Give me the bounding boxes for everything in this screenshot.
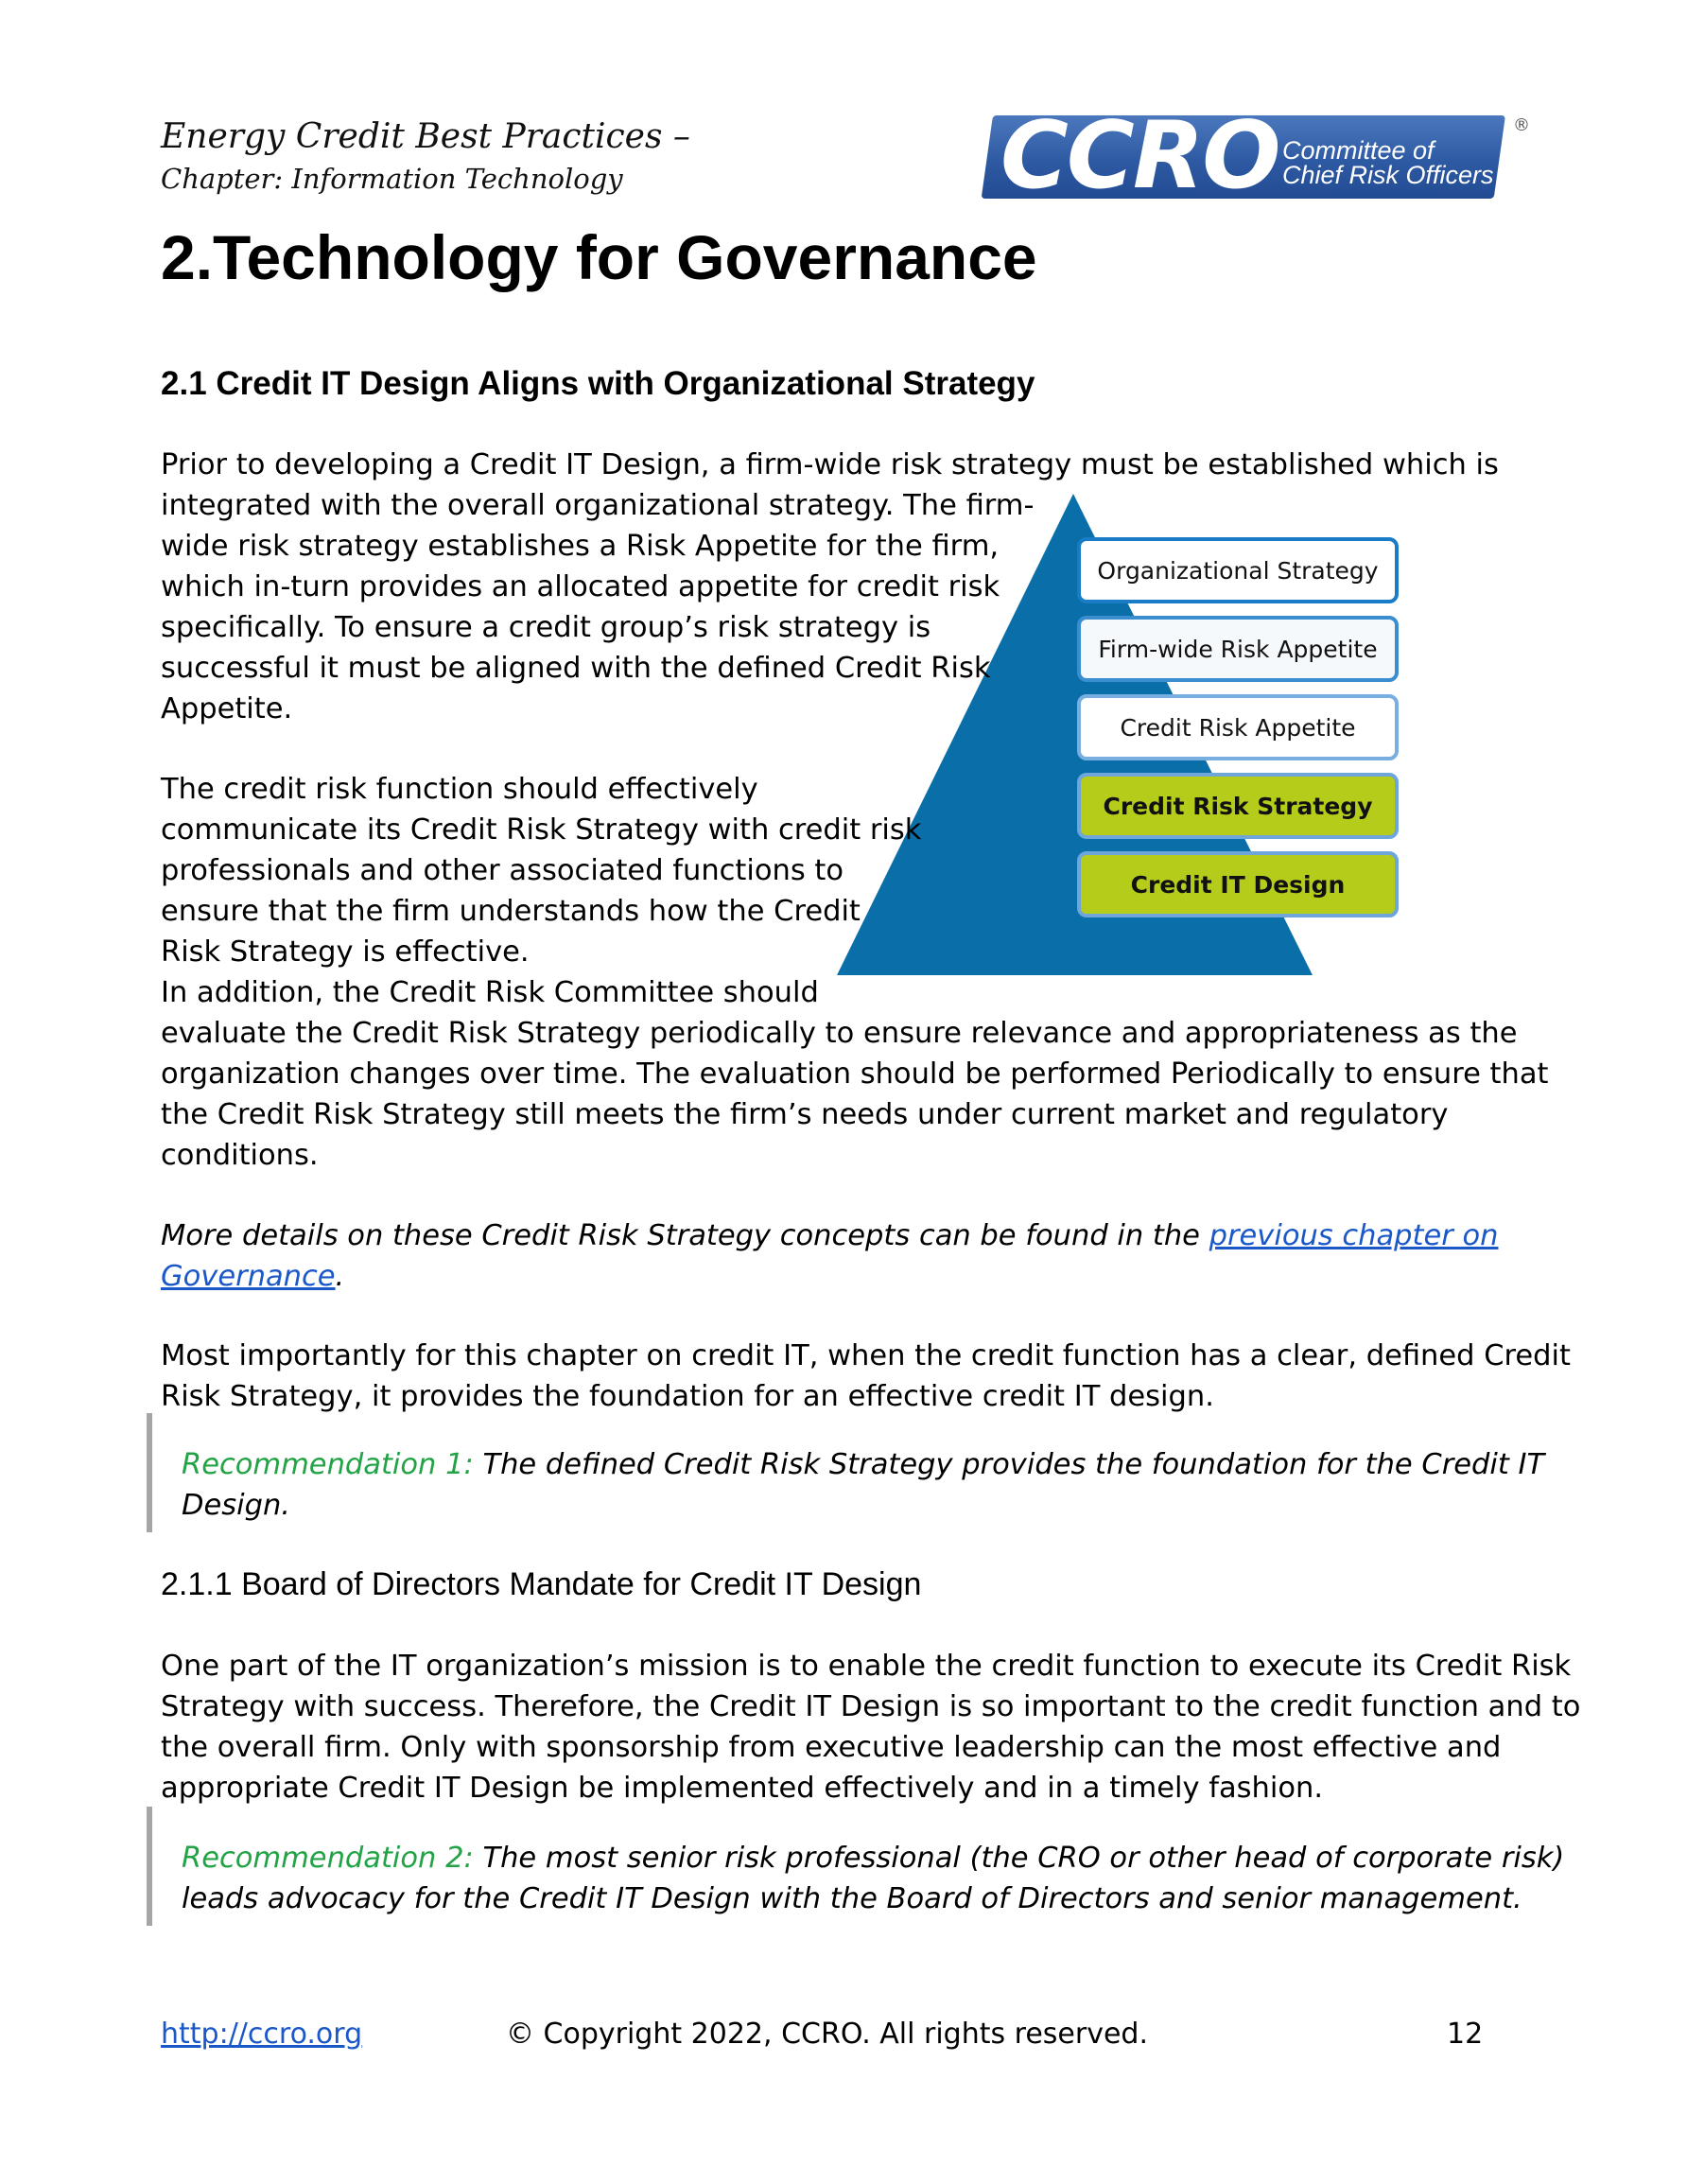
para2-line: Risk Strategy is effective. xyxy=(161,935,530,969)
para2-line: communicate its Credit Risk Strategy with credit risk xyxy=(161,813,922,847)
para2-line: organization changes over time. The evaluation should be performed Periodically to ensure that xyxy=(161,1057,1549,1091)
governance-chapter-link-cont[interactable]: Governance xyxy=(161,1260,336,1293)
footer-copyright: © Copyright 2022, CCRO. All rights reserved. xyxy=(506,2018,1149,2051)
para1-line: integrated with the overall organizational strategy. The firm- xyxy=(161,489,1035,522)
para2-line: professionals and other associated functions to xyxy=(161,854,844,887)
para1-line: Appetite. xyxy=(161,692,293,725)
doc-title: Energy Credit Best Practices – xyxy=(161,117,690,156)
logo-subtitle-line1: Committee of xyxy=(1282,136,1435,165)
para1-line: successful it must be aligned with the defined Credit Risk xyxy=(161,652,991,685)
recommendation-2-bar xyxy=(147,1807,152,1926)
rec2-label: Recommendation 2: xyxy=(182,1842,474,1875)
heading-3: 2.1.1 Board of Directors Mandate for Credit IT Design xyxy=(161,1566,922,1602)
para3-line1 xyxy=(161,1215,1499,1256)
governance-chapter-link[interactable]: previous chapter on xyxy=(1209,1219,1499,1252)
para5-line: the overall firm. Only with sponsorship from executive leadership can the most effective and xyxy=(161,1731,1502,1764)
para2-line: evaluate the Credit Risk Strategy periodically to ensure relevance and appropriateness as the xyxy=(161,1017,1518,1050)
para3-period: . xyxy=(335,1260,345,1293)
registered-mark: ® xyxy=(1513,115,1530,135)
rec1-label: Recommendation 1: xyxy=(182,1448,474,1481)
logo-subtitle xyxy=(1282,138,1500,187)
rec2-line2: leads advocacy for the Credit IT Design with the Board of Directors and senior management. xyxy=(182,1882,1522,1915)
para2-line: ensure that the firm understands how the Credit xyxy=(161,895,861,928)
rec2-line1 xyxy=(182,1838,1564,1878)
para5-line: One part of the IT organization’s mission is to enable the credit function to execute its Credit Risk xyxy=(161,1650,1572,1683)
para2-line: In addition, the Credit Risk Committee should xyxy=(161,976,819,1009)
logo-letters: CCRO xyxy=(1000,102,1279,210)
para1-line: Prior to developing a Credit IT Design, a firm-wide risk strategy must be established which is xyxy=(161,448,1499,481)
para4-line: Risk Strategy, it provides the foundation for an effective credit IT design. xyxy=(161,1380,1214,1413)
pyramid-level-credit-risk-strategy: Credit Risk Strategy xyxy=(1077,773,1399,839)
rec1-text: The defined Credit Risk Strategy provides the foundation for the Credit IT xyxy=(473,1448,1545,1481)
para5-line: Strategy with success. Therefore, the Credit IT Design is so important to the credit function and to xyxy=(161,1690,1581,1723)
footer-link[interactable]: http://ccro.org xyxy=(161,2018,363,2051)
rec1-line2: Design. xyxy=(182,1489,291,1522)
para2-line: the Credit Risk Strategy still meets the firm’s needs under current market and regulatory xyxy=(161,1098,1449,1131)
rec2-text: The most senior risk professional (the CRO or other head of corporate risk) xyxy=(473,1842,1565,1875)
para4-line: Most importantly for this chapter on credit IT, when the credit function has a clear, defined Credit xyxy=(161,1339,1571,1372)
para3-line2 xyxy=(161,1256,344,1297)
chapter-title: Chapter: Information Technology xyxy=(161,163,623,195)
heading-1: 2.Technology for Governance xyxy=(161,222,1037,292)
page-number: 12 xyxy=(1447,2018,1484,2051)
rec1-line1 xyxy=(182,1444,1544,1485)
recommendation-1-bar xyxy=(147,1413,152,1532)
para2-line: The credit risk function should effectively xyxy=(161,773,758,806)
pyramid-level-firm-wide-risk-appetite: Firm-wide Risk Appetite xyxy=(1077,616,1399,682)
pyramid-level-credit-it-design: Credit IT Design xyxy=(1077,851,1399,917)
para2-line: conditions. xyxy=(161,1139,319,1172)
para5-line: appropriate Credit IT Design be implemented effectively and in a timely fashion. xyxy=(161,1772,1324,1805)
para1-line: specifically. To ensure a credit group’s risk strategy is xyxy=(161,611,931,644)
pyramid-level-credit-risk-appetite: Credit Risk Appetite xyxy=(1077,694,1399,760)
para1-line: wide risk strategy establishes a Risk Appetite for the firm, xyxy=(161,530,1000,563)
para3-text: More details on these Credit Risk Strategy concepts can be found in the xyxy=(161,1219,1209,1252)
logo-subtitle-line2: Chief Risk Officers xyxy=(1282,161,1494,189)
pyramid-level-organizational-strategy: Organizational Strategy xyxy=(1077,537,1399,603)
heading-2: 2.1 Credit IT Design Aligns with Organizational Strategy xyxy=(161,365,1035,402)
para1-line: which in-turn provides an allocated appetite for credit risk xyxy=(161,570,1000,603)
